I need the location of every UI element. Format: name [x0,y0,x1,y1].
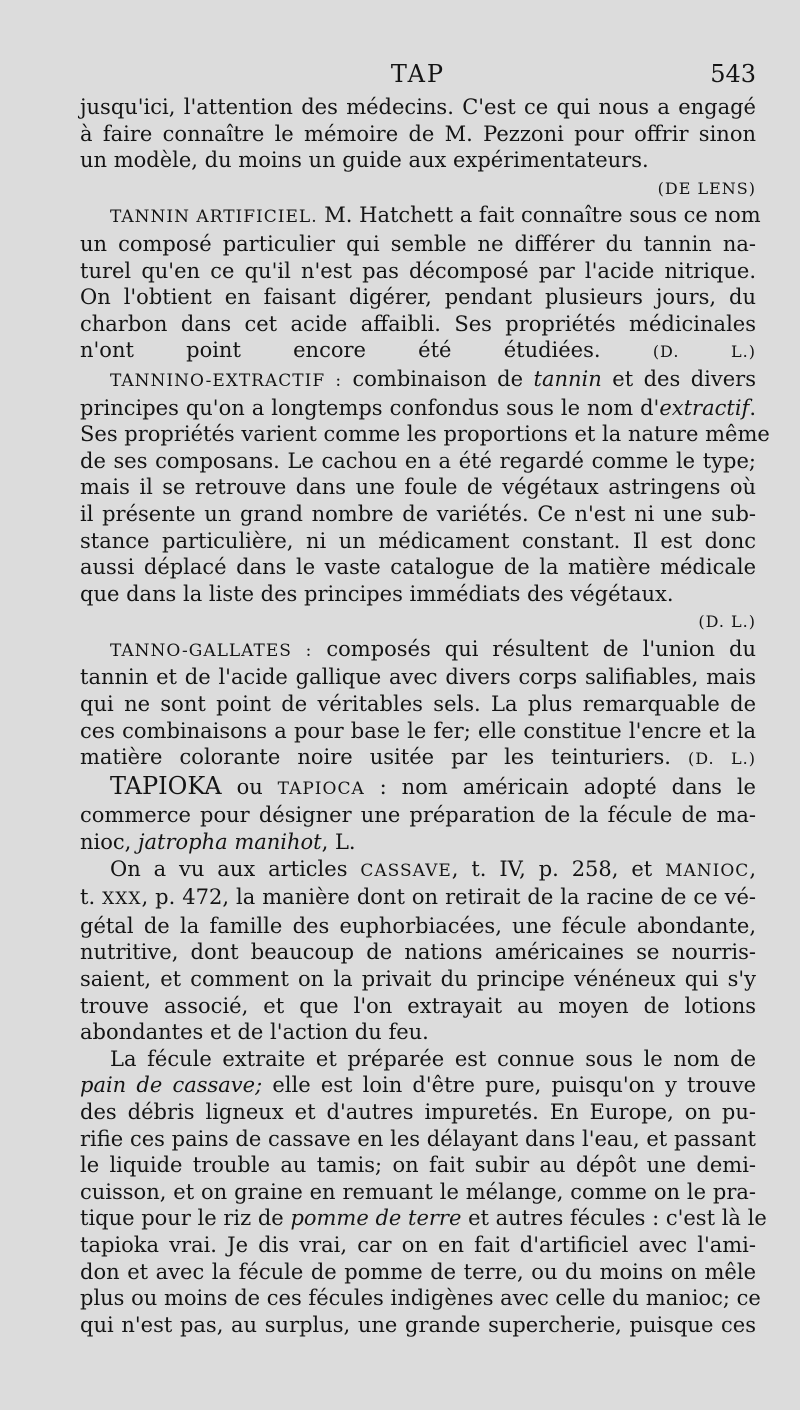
text-line: de ses composans. Le cachou en a été regardé comme le type; [80,448,756,473]
text-line: charbon dans cet acide affaibli. Ses propriétés médicinales [80,311,756,336]
text-line: turel qu'en ce qu'il n'est pas décomposé par l'acide nitrique. [80,258,756,283]
text-line: un modèle, du moins un guide aux expérimentateurs. [80,148,649,173]
text-line: le liquide trouble au tamis; on fait subir au dépôt une demi- [80,1153,756,1178]
dictionary-entry [80,636,756,773]
running-title: TAP [390,60,446,88]
author-signature: (D. L.) [698,612,756,632]
text-line: t. XXX, p. 472, la manière dont on retirait de la racine de ce vé- [80,885,756,910]
text-line: nutritive, dont beaucoup de nations américaines se nourris- [80,940,756,965]
text-line: ces combinaisons a pour base le fer; elle constitue l'encre et la [80,718,756,743]
text-line: rifie ces pains de cassave en les délayant dans l'eau, et passant [80,1126,756,1151]
text-line: il présente un grand nombre de variétés. Ce n'est ni une sub- [80,501,756,526]
text-line: qui ne sont point de véritables sels. La plus remarquable de [80,692,756,717]
text-line: La fécule extraite et préparée est connue sous le nom de [110,1046,756,1071]
page-number: 543 [710,60,756,88]
author-signature: (D. L.) [687,749,756,769]
text-line: principes qu'on a longtemps confondus sous le nom d'extractif. [80,395,756,420]
text-line: saient, et comment on la privait du principe vénéneux qui s'y [80,967,756,991]
text-line: aussi déplacé dans le vaste catalogue de la matière médicale [80,555,756,580]
text-line: commerce pour désigner une préparation de la fécule de ma- [80,803,756,828]
text-line: TAPIOKA ou TAPIOCA : nom américain adopté dans le [110,771,756,800]
text-line: don et avec la fécule de pomme de terre, ou du moins on mêle [80,1259,756,1284]
text-line: Ses propriétés varient comme les proportions et la nature même [80,422,770,447]
running-header [80,60,756,94]
entry-term: TANNIN ARTIFICIEL. [110,207,318,228]
text-line: TANNINO-EXTRACTIF : combinaison de tannin et des divers [110,366,757,391]
text-line: un composé particulier qui semble ne différer du tannin na- [80,231,756,256]
dictionary-entry [80,202,761,366]
text-line: tannin et de l'acide gallique avec divers corps salifiables, mais [80,665,756,690]
dictionary-entry [80,366,770,636]
text-line: TANNO-GALLATES : composés qui résultent de l'union du [110,636,756,661]
paragraph [80,856,756,1046]
text-line: gétal de la famille des euphorbiacées, une fécule abondante, [80,913,756,938]
text-line: On l'obtient en faisant digérer, pendant plusieurs jours, du [80,285,756,310]
text-line: mais il se retrouve dans une foule de végétaux astringens où [80,475,756,500]
text-line: des débris ligneux et d'autres impuretés. En Europe, on pu- [80,1099,756,1124]
text-line: tique pour le riz de pomme de terre et autres fécules : c'est là le [80,1206,767,1231]
text-line: trouve associé, et que l'on extrayait au moyen de lotions [80,993,756,1018]
text-line: qui n'est pas, au surplus, une grande supercherie, puisque ces [80,1312,756,1337]
paragraph [80,1046,767,1339]
author-signature: (D. L.) [652,342,756,362]
entry-term: TANNO-GALLATES : [110,640,313,661]
paragraph [80,94,756,202]
entry-term: TAPIOKA [110,771,222,800]
text-line: pain de cassave; elle est loin d'être pure, puisqu'on y trouve [80,1073,756,1098]
author-signature: (DE LENS) [657,178,756,198]
text-line: stance particulière, ni un médicament constant. Il est donc [80,528,756,553]
entry-term: TANNINO-EXTRACTIF : [110,370,343,391]
text-line: On a vu aux articles CASSAVE, t. IV, p. 258, et MANIOC, [110,856,756,881]
text-line: n'ont point encore été étudiées. (D. L.) [80,338,756,363]
dictionary-entry [80,773,756,856]
text-line: à faire connaître le mémoire de M. Pezzoni pour offrir sinon [80,121,756,146]
text-line: tapioka vrai. Je dis vrai, car on en fait d'artificiel avec l'ami- [80,1232,756,1257]
text-line: matière colorante noire usitée par les teinturiers. (D. L.) [80,745,756,770]
text-line: jusqu'ici, l'attention des médecins. C'est ce qui nous a engagé [80,95,756,119]
text-line: que dans la liste des principes immédiats des végétaux. [80,581,674,606]
text-line: TANNIN ARTIFICIEL. M. Hatchett a fait connaître sous ce nom [110,203,761,228]
text-line: abondantes et de l'action du feu. [80,1020,429,1045]
text-line: plus ou moins de ces fécules indigènes avec celle du manioc; ce [80,1286,761,1311]
text-line: nioc, jatropha manihot, L. [80,830,356,855]
text-line: cuisson, et on graine en remuant le mélange, comme on le pra- [80,1179,756,1204]
